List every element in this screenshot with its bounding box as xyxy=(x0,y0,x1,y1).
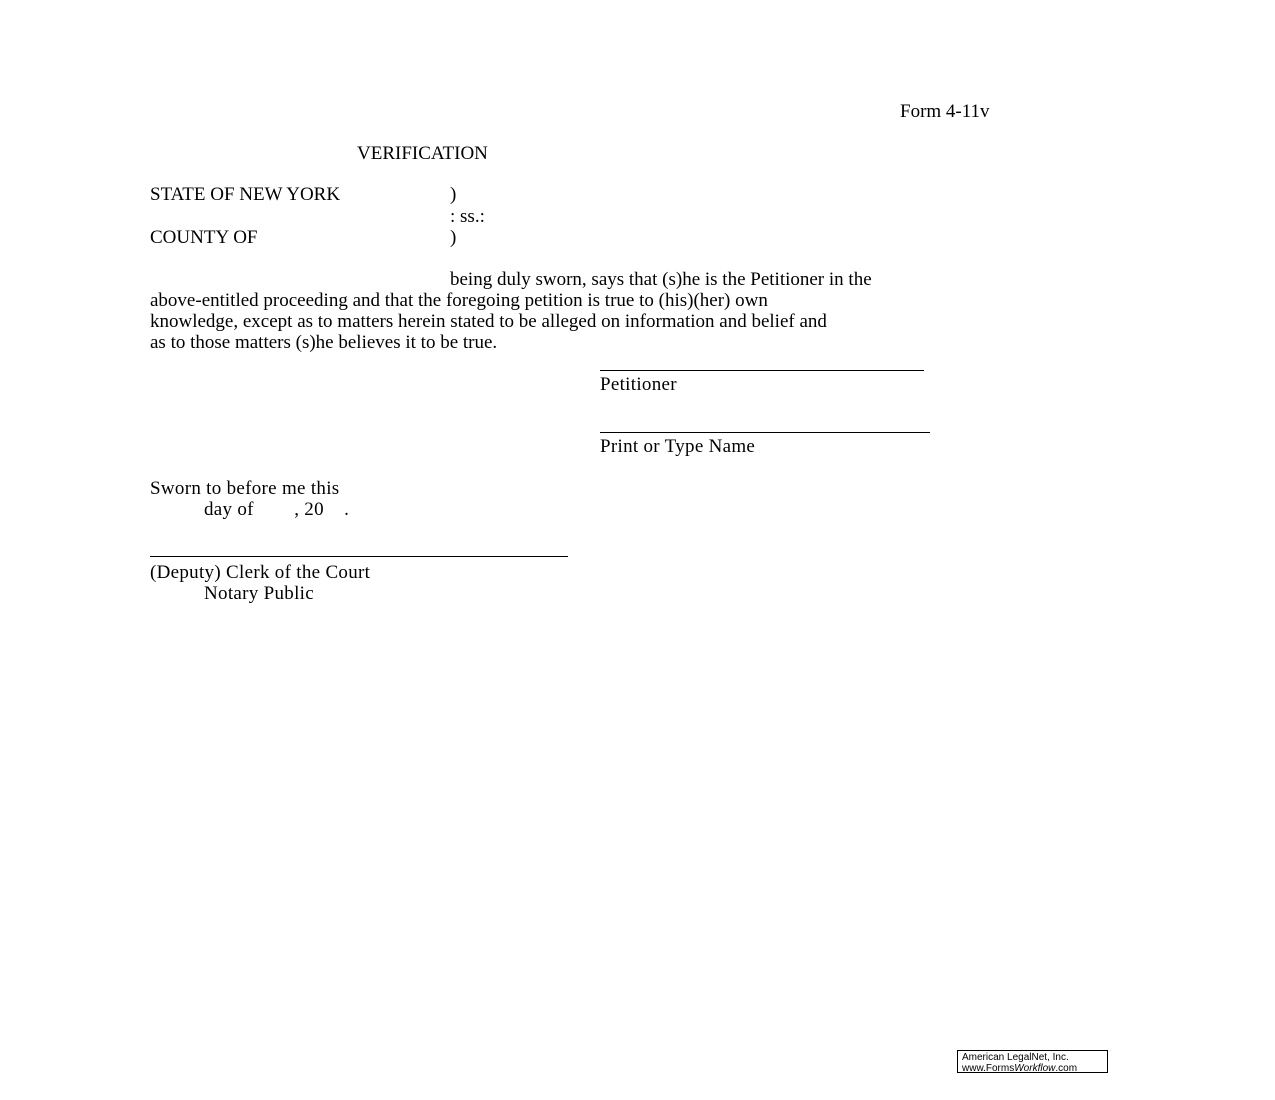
clerk-label: (Deputy) Clerk of the Court xyxy=(150,562,371,583)
jurat-line-1: Sworn to before me this xyxy=(150,478,340,499)
document-title: VERIFICATION xyxy=(357,143,488,164)
form-number: Form 4-11v xyxy=(900,101,990,122)
venue-paren-bottom: ) xyxy=(450,227,457,248)
jurat-line-2: day of , 20 . xyxy=(204,499,350,520)
stamp-suffix: .com xyxy=(1055,1063,1078,1074)
petitioner-signature-line[interactable] xyxy=(600,370,924,371)
clerk-signature-line[interactable] xyxy=(150,556,568,557)
county-label: COUNTY OF xyxy=(150,227,258,248)
print-name-label: Print or Type Name xyxy=(600,436,756,457)
body-line-4: as to those matters (s)he believes it to be true. xyxy=(150,332,498,353)
stamp-line-1: American LegalNet, Inc. xyxy=(962,1052,1069,1063)
venue-paren-top: ) xyxy=(450,184,457,205)
stamp-line-2 xyxy=(962,1063,1107,1074)
venue-ss: : ss.: xyxy=(450,206,485,227)
stamp-italic: Workflow xyxy=(1014,1063,1056,1074)
state-label: STATE OF NEW YORK xyxy=(150,184,341,205)
notary-label: Notary Public xyxy=(204,583,314,604)
petitioner-label: Petitioner xyxy=(600,374,677,395)
body-line-2: above-entitled proceeding and that the foregoing petition is true to (his)(her) own xyxy=(150,290,768,311)
stamp-prefix: www.Forms xyxy=(962,1063,1015,1074)
body-line-1: being duly sworn, says that (s)he is the Petitioner in the xyxy=(450,269,872,290)
print-name-line[interactable] xyxy=(600,432,930,433)
publisher-stamp xyxy=(957,1050,1108,1073)
body-line-3: knowledge, except as to matters herein stated to be alleged on information and belief and xyxy=(150,311,827,332)
